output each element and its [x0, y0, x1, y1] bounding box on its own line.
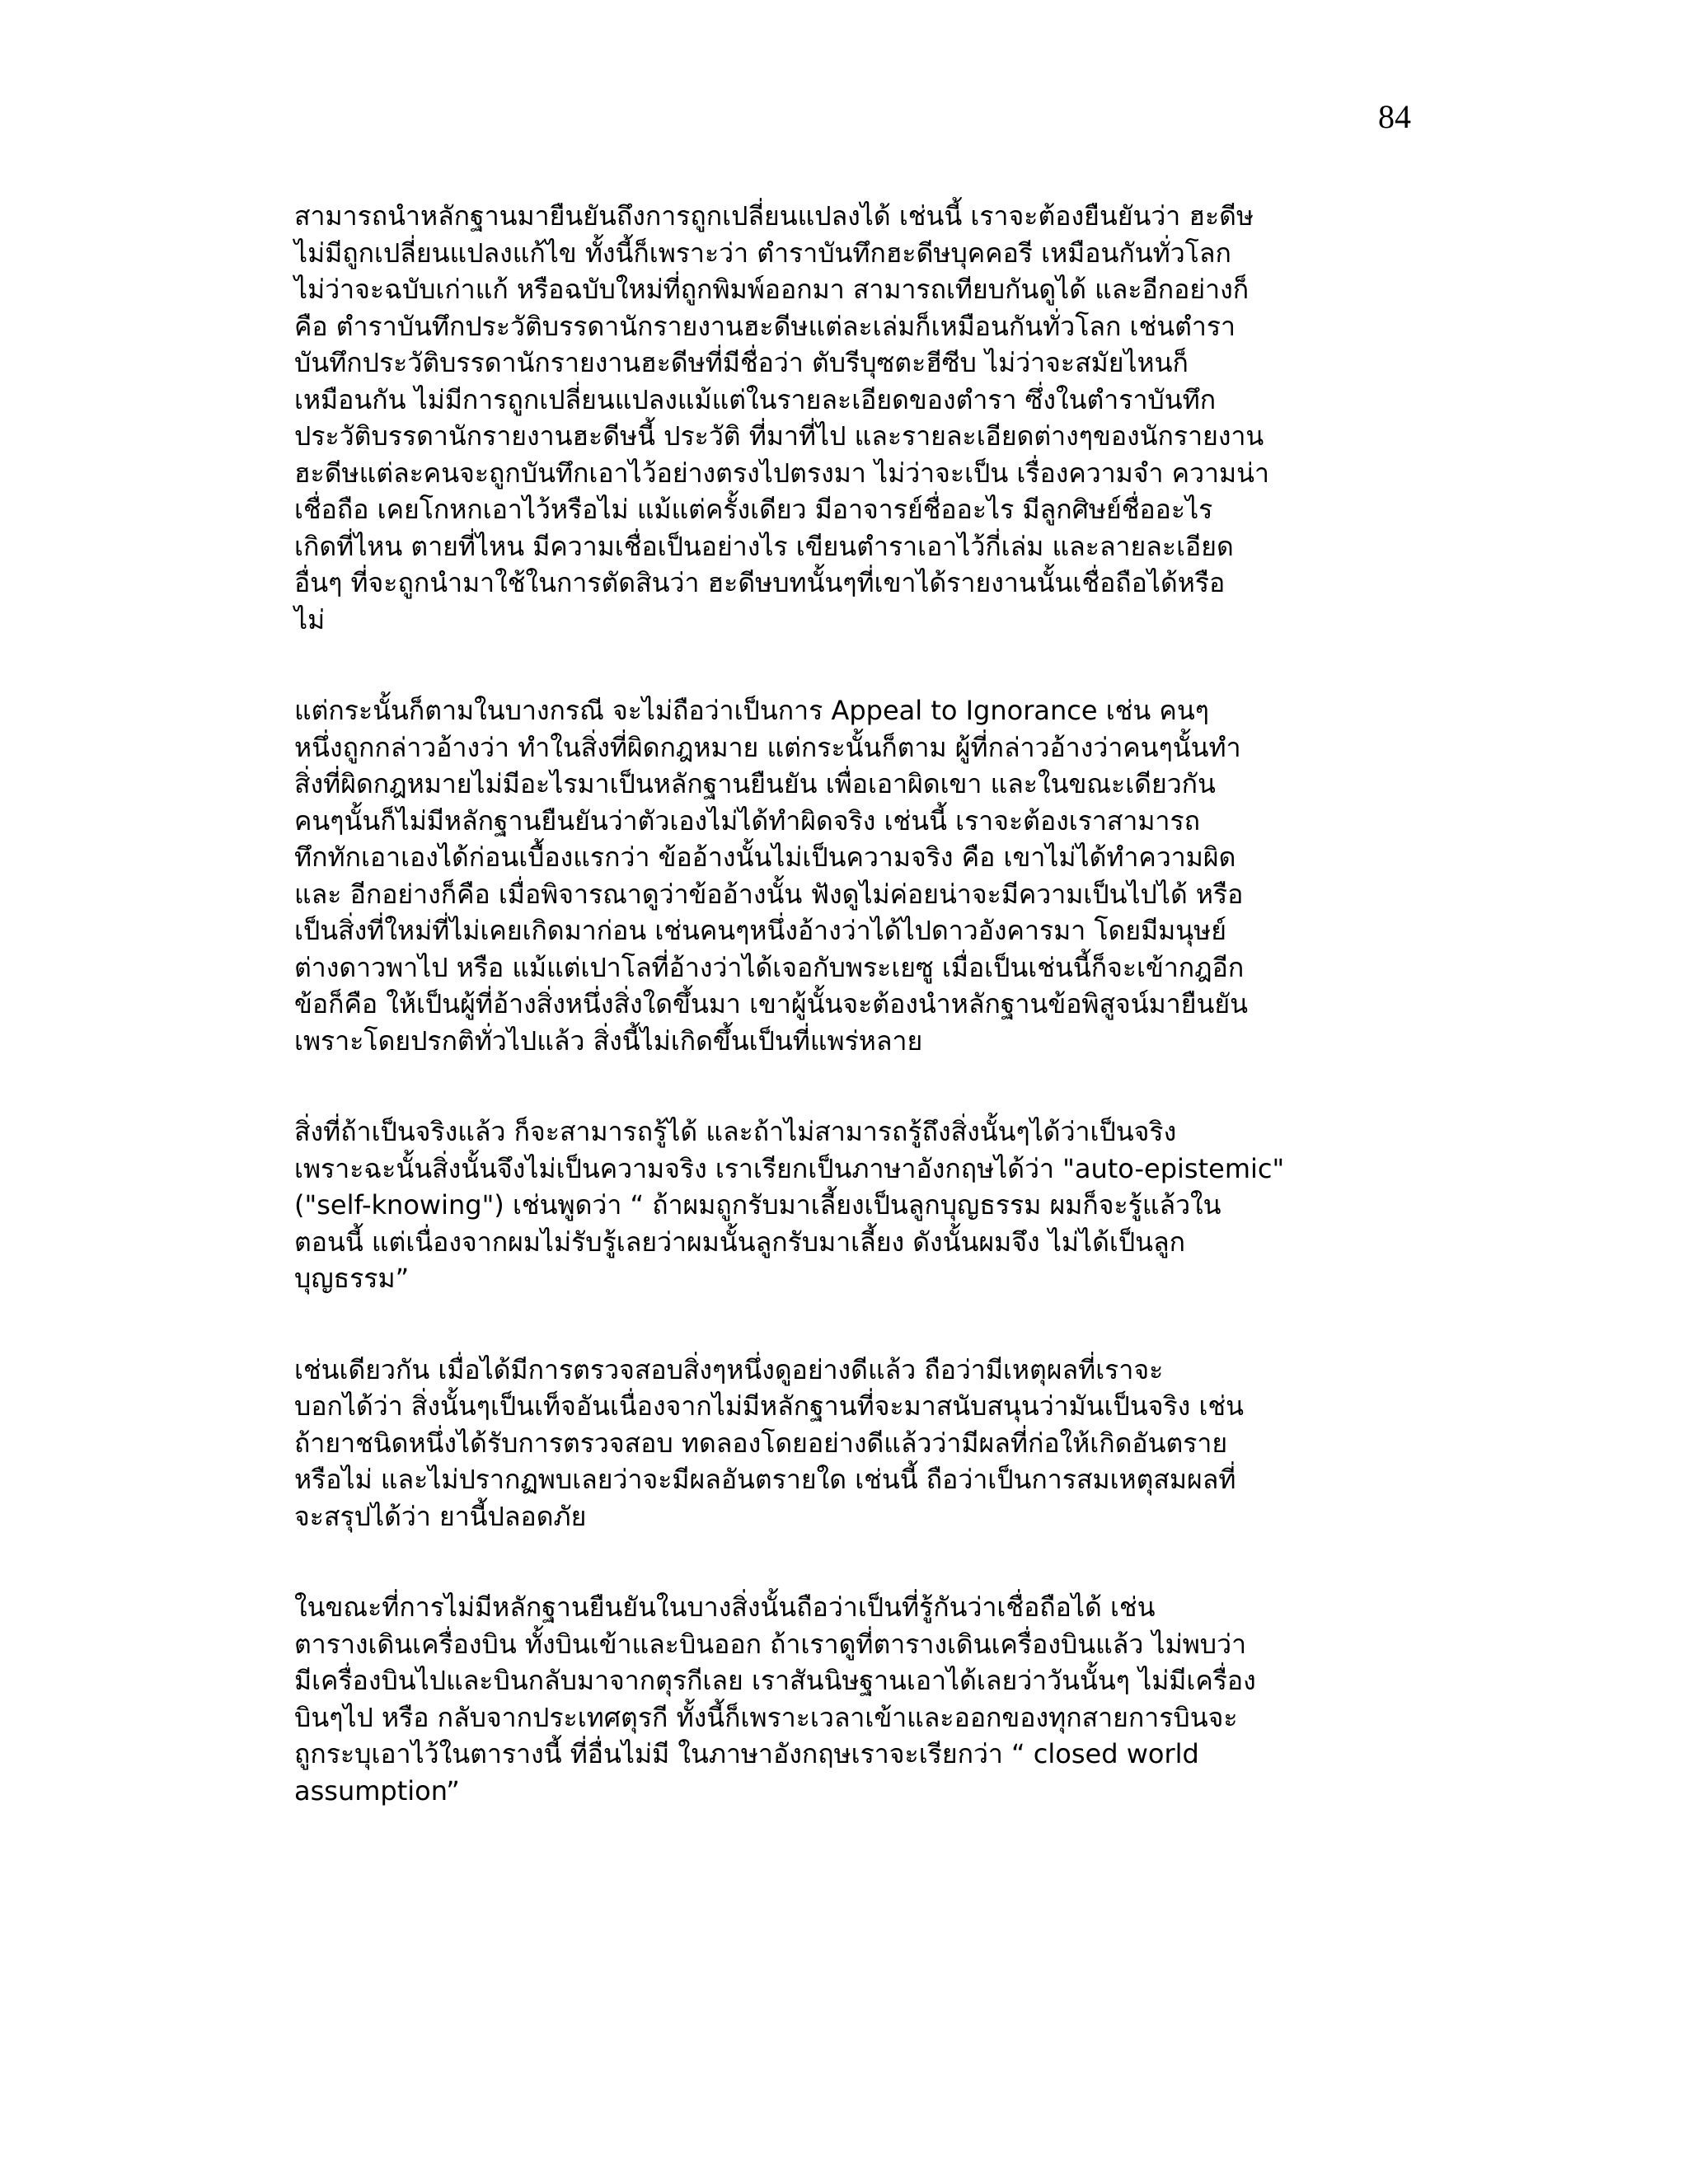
text-line: คือ ตำราบันทึกประวัติบรรดานักรายงานฮะดีษแต่ละเล่มก็เหมือนกันทั่วโลก เช่นตำรา: [294, 310, 1236, 342]
paragraph: [294, 1352, 1423, 1535]
text-line: จะสรุปได้ว่า ยานี้ปลอดภัย: [294, 1500, 587, 1532]
text-line: ตารางเดินเครื่องบิน ทั้งบินเข้าและบินออก ถ้าเราดูที่ตารางเดินเครื่องบินแล้ว ไม่พบว่า: [294, 1628, 1247, 1660]
text-line: เป็นสิ่งที่ใหม่ที่ไม่เคยเกิดมาก่อน เช่นคนๆหนึ่งอ้างว่าได้ไปดาวอังคารมา โดยมีมนุษย์: [294, 915, 1226, 946]
text-line: บินๆไป หรือ กลับจากประเทศตุรกี ทั้งนี้ก็เพราะเวลาเข้าและออกของทุกสายการบินจะ: [294, 1701, 1238, 1733]
text-line: บุญธรรม”: [294, 1263, 410, 1294]
text-line: ไม่มีถูกเปลี่ยนแปลงแก้ไข ทั้งนี้ก็เพราะว่า ตำราบันทึกฮะดีษบุคคอรี เหมือนกันทั่วโลก: [294, 237, 1231, 269]
text-line: สิ่งที่ผิดกฎหมายไม่มีอะไรมาเป็นหลักฐานยืนยัน เพื่อเอาผิดเขา และในขณะเดียวกัน: [294, 768, 1216, 799]
text-line: บันทึกประวัติบรรดานักรายงานฮะดีษที่มีชื่อว่า ตับรีบุซตะฮีซีบ ไม่ว่าจะสมัยไหนก็: [294, 347, 1189, 378]
text-line: เพราะฉะนั้นสิ่งนั้นจึงไม่เป็นความจริง เราเรียกเป็นภาษาอังกฤษได้ว่า "auto-epistemic": [294, 1152, 1285, 1184]
text-line: เกิดที่ไหน ตายที่ไหน มีความเชื่อเป็นอย่างไร เขียนตำราเอาไว้กี่เล่ม และลายละเอียด: [294, 530, 1234, 562]
text-line: ("self-knowing") เช่นพูดว่า “ ถ้าผมถูกรับมาเลี้ยงเป็นลูกบุญธรรม ผมก็จะรู้แล้วใน: [294, 1189, 1221, 1221]
text-line: เพราะโดยปรกติทั่วไปแล้ว สิ่งนี้ไม่เกิดขึ้นเป็นที่แพร่หลาย: [294, 1024, 923, 1057]
paragraph: [294, 198, 1423, 638]
text-line: และ อีกอย่างก็คือ เมื่อพิจารณาดูว่าข้ออ้างนั้น ฟังดูไม่ค่อยน่าจะมีความเป็นไปได้ หรือ: [294, 878, 1244, 910]
text-line: assumption”: [294, 1774, 460, 1807]
text-line: เชื่อถือ เคยโกหกเอาไว้หรือไม่ แม้แต่ครั้งเดียว มีอาจารย์ชื่ออะไร มีลูกศิษย์ชื่ออะไร: [294, 494, 1213, 525]
text-line: เช่นเดียวกัน เมื่อได้มีการตรวจสอบสิ่งๆหนึ่งดูอย่างดีแล้ว ถือว่ามีเหตุผลที่เราจะ: [294, 1353, 1164, 1385]
text-line: ถ้ายาชนิดหนึ่งได้รับการตรวจสอบ ทดลองโดยอย่างดีแล้วว่ามีผลที่ก่อให้เกิดอันตราย: [294, 1427, 1228, 1459]
text-line: แต่กระนั้นก็ตามในบางกรณี จะไม่ถือว่าเป็นการ Appeal to Ignorance เช่น คนๆ: [294, 695, 1209, 726]
page-number: 84: [1378, 98, 1411, 135]
text-line: หรือไม่ และไม่ปรากฏพบเลยว่าจะมีผลอันตรายใด เช่นนี้ ถือว่าเป็นการสมเหตุสมผลที่: [294, 1464, 1236, 1495]
text-line: เหมือนกัน ไม่มีการถูกเปลี่ยนแปลงแม้แต่ในรายละเอียดของตำรา ซึ่งในตำราบันทึก: [294, 383, 1217, 415]
text-line: หนึ่งถูกกล่าวอ้างว่า ทำในสิ่งที่ผิดกฎหมาย แต่กระนั้นก็ตาม ผู้ที่กล่าวอ้างว่าคนๆนั้นทำ: [294, 731, 1241, 763]
text-line: มีเครื่องบินไปและบินกลับมาจากตุรกีเลย เราสันนิษฐานเอาได้เลยว่าวันนั้นๆ ไม่มีเครื่อง: [294, 1665, 1256, 1696]
text-line: ถูกระบุเอาไว้ในตารางนี้ ที่อื่นไม่มี ในภาษาอังกฤษเราจะเรียกว่า “ closed world: [294, 1738, 1199, 1769]
text-line: ในขณะที่การไม่มีหลักฐานยืนยันในบางสิ่งนั้นถือว่าเป็นที่รู้กันว่าเชื่อถือได้ เช่น: [294, 1591, 1156, 1623]
text-line: อื่นๆ ที่จะถูกนำมาใช้ในการตัดสินว่า ฮะดีษบทนั้นๆที่เขาได้รายงานนั้นเชื่อถือได้หรือ: [294, 567, 1226, 598]
text-line: ตอนนี้ แต่เนื่องจากผมไม่รับรู้เลยว่าผมนั้นลูกรับมาเลี้ยง ดังนั้นผมจึง ไม่ได้เป็นลูก: [294, 1226, 1185, 1258]
text-line: ข้อก็คือ ให้เป็นผู้ที่อ้างสิ่งหนึ่งสิ่งใดขึ้นมา เขาผู้นั้นจะต้องนำหลักฐานข้อพิสูจน์มายืนยัน: [294, 988, 1248, 1019]
text-line: สิ่งที่ถ้าเป็นจริงแล้ว ก็จะสามารถรู้ได้ และถ้าไม่สามารถรู้ถึงสิ่งนั้นๆได้ว่าเป็นจริง: [294, 1116, 1177, 1147]
text-line: ฮะดีษแต่ละคนจะถูกบันทึกเอาไว้อย่างตรงไปตรงมา ไม่ว่าจะเป็น เรื่องความจำ ความน่า: [294, 457, 1269, 489]
document-body: [294, 198, 1423, 1863]
text-line: สามารถนำหลักฐานมายืนยันถึงการถูกเปลี่ยนแปลงได้ เช่นนี้ เราจะต้องยืนยันว่า ฮะดีษ: [294, 200, 1254, 232]
text-line: ทึกทักเอาเองได้ก่อนเบื้องแรกว่า ข้ออ้างนั้นไม่เป็นความจริง คือ เขาไม่ได้ทำความผิด: [294, 841, 1236, 873]
text-line: บอกได้ว่า สิ่งนั้นๆเป็นเท็จอันเนื่องจากไม่มีหลักฐานที่จะมาสนับสนุนว่ามันเป็นจริง เช่น: [294, 1390, 1244, 1422]
paragraph: [294, 692, 1423, 1059]
paragraph: [294, 1113, 1423, 1297]
text-line: ต่างดาวพาไป หรือ แม้แต่เปาโลที่อ้างว่าได้เจอกับพระเยซู เมื่อเป็นเช่นนี้ก็จะเข้ากฎอีก: [294, 951, 1245, 983]
paragraph: [294, 1589, 1423, 1809]
text-line: ประวัติบรรดานักรายงานฮะดีษนี้ ประวัติ ที่มาที่ไป และรายละเอียดต่างๆของนักรายงาน: [294, 420, 1264, 452]
text-line: ไม่: [294, 603, 326, 635]
text-line: คนๆนั้นก็ไม่มีหลักฐานยืนยันว่าตัวเองไม่ได้ทำผิดจริง เช่นนี้ เราจะต้องเราสามารถ: [294, 804, 1201, 837]
text-line: ไม่ว่าจะฉบับเก่าแก้ หรือฉบับใหม่ที่ถูกพิมพ์ออกมา สามารถเทียบกันดูได้ และอีกอย่างก็: [294, 274, 1250, 305]
